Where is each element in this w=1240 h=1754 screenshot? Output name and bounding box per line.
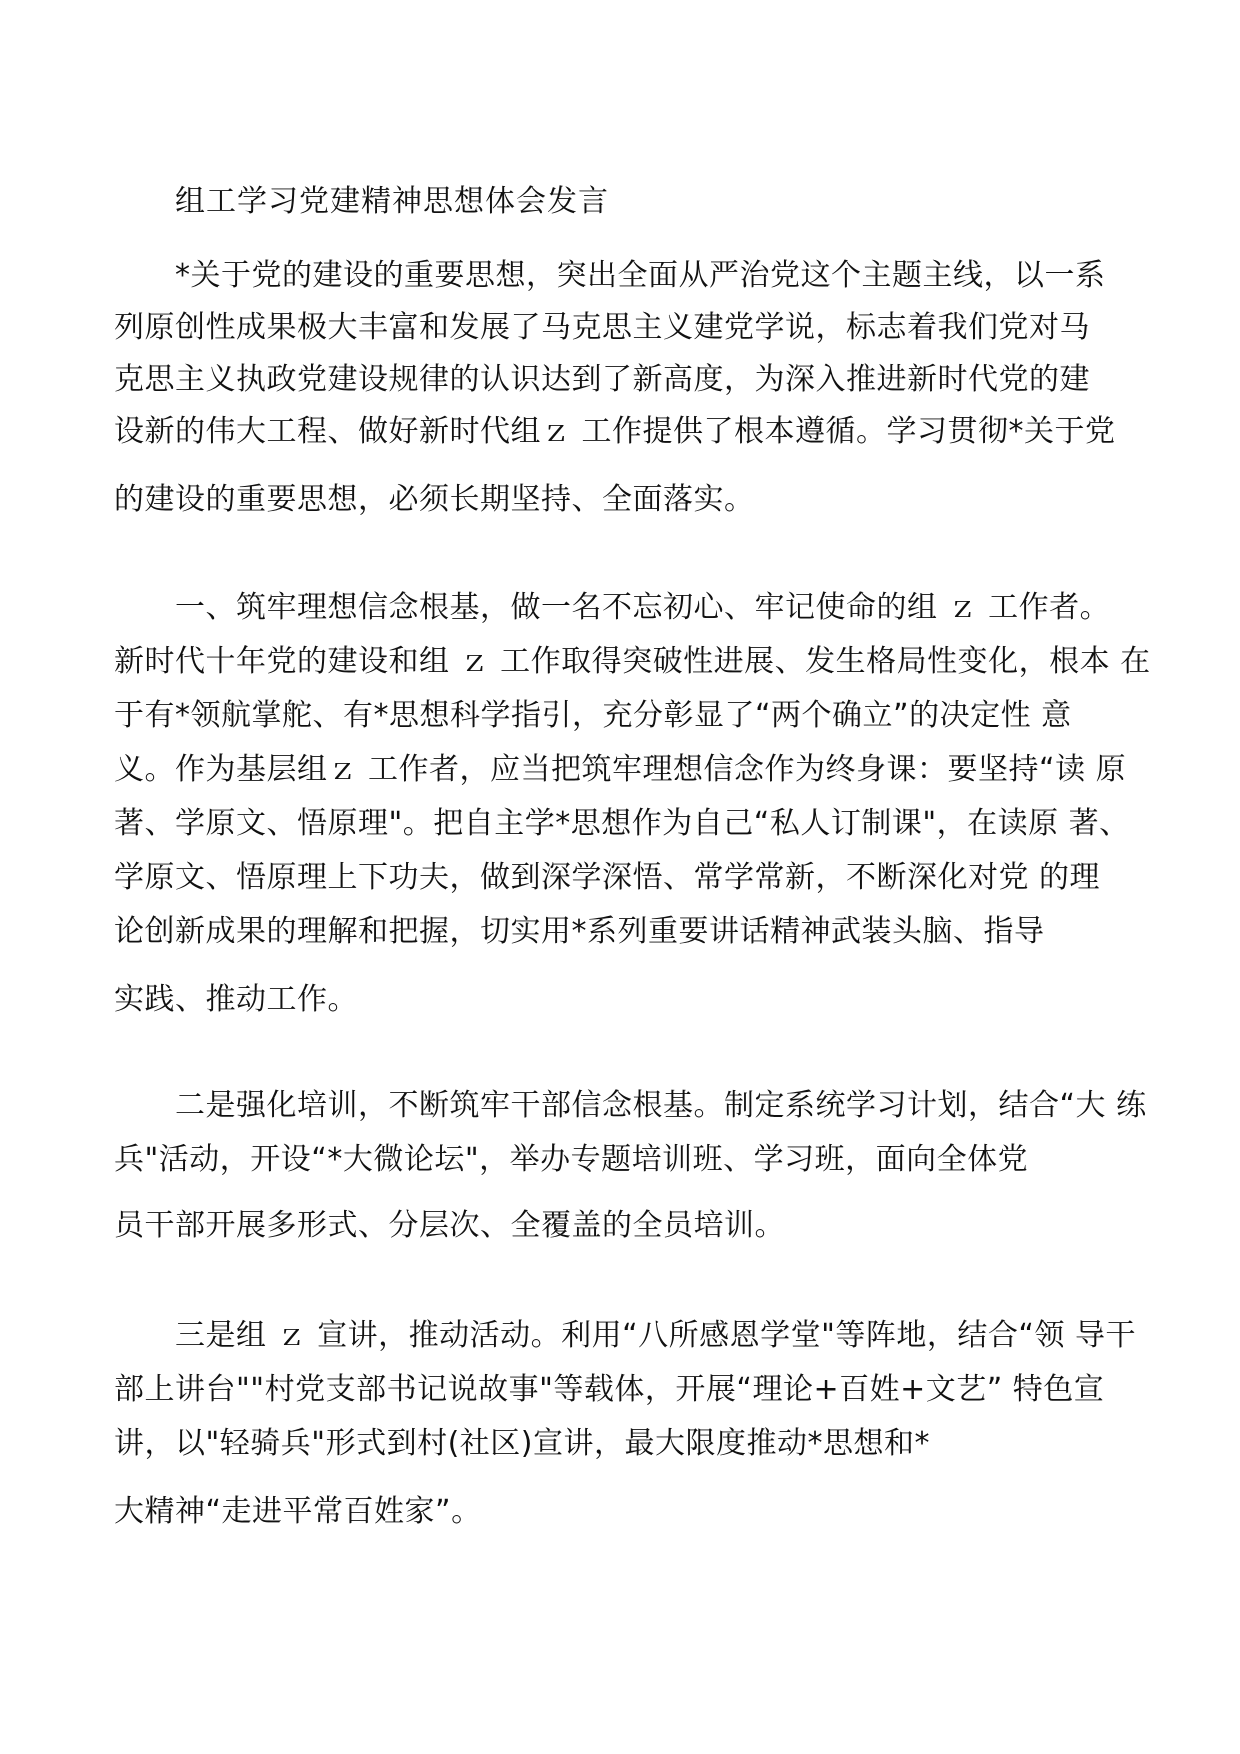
- paragraph-line: 论创新成果的理解和把握，切实用*系列重要讲话精神武装头脑、指导: [114, 914, 1045, 949]
- section-heading-line: 一、筑牢理想信念根基，做一名不忘初心、牢记使命的组 ｚ 工作者。: [175, 590, 1111, 625]
- paragraph-line: 大精神“走进平常百姓家”。: [114, 1494, 482, 1529]
- paragraph-line: 义。作为基层组ｚ 工作者，应当把筑牢理想信念作为终身课：要坚持“读 原: [114, 752, 1127, 787]
- paragraph-line: 新时代十年党的建设和组 ｚ 工作取得突破性进展、发生格局性变化，根本 在: [114, 644, 1151, 679]
- section-heading-line: 三是组 ｚ 宣讲，推动活动。利用“八所感恩学堂"等阵地，结合“领 导干: [175, 1318, 1136, 1353]
- paragraph-line: 于有*领航掌舵、有*思想科学指引，充分彰显了“两个确立”的决定性 意: [114, 698, 1072, 733]
- paragraph-line: 著、学原文、悟原理"。把自主学*思想作为自己“私人订制课"，在读原 著、: [114, 806, 1130, 841]
- paragraph-line: 部上讲台""村党支部书记说故事"等载体，开展“理论+百姓+文艺” 特色宣: [114, 1372, 1105, 1407]
- paragraph-line: 的建设的重要思想，必须长期坚持、全面落实。: [114, 482, 755, 517]
- paragraph-line: 学原文、悟原理上下功夫，做到深学深悟、常学常新，不断深化对党 的理: [114, 860, 1101, 895]
- paragraph-line: *关于党的建设的重要思想，突出全面从严治党这个主题主线，以一系: [175, 258, 1106, 293]
- paragraph-line: 兵"活动，开设“*大微论坛"，举办专题培训班、学习班，面向全体党: [114, 1142, 1029, 1177]
- document-title: 组工学习党建精神思想体会发言: [175, 184, 609, 219]
- paragraph-line: 设新的伟大工程、做好新时代组ｚ 工作提供了根本遵循。学习贯彻*关于党: [114, 414, 1116, 449]
- paragraph-line: 列原创性成果极大丰富和发展了马克思主义建党学说，标志着我们党对马: [114, 310, 1090, 345]
- paragraph-line: 讲，以"轻骑兵"形式到村(社区)宣讲，最大限度推动*思想和*: [114, 1426, 931, 1461]
- paragraph-line: 员干部开展多形式、分层次、全覆盖的全员培训。: [114, 1208, 785, 1243]
- paragraph-line: 实践、推动工作。: [114, 982, 358, 1017]
- section-heading-line: 二是强化培训，不断筑牢干部信念根基。制定系统学习计划，结合“大 练: [175, 1088, 1147, 1123]
- paragraph-line: 克思主义执政党建设规律的认识达到了新高度，为深入推进新时代党的建: [114, 362, 1090, 397]
